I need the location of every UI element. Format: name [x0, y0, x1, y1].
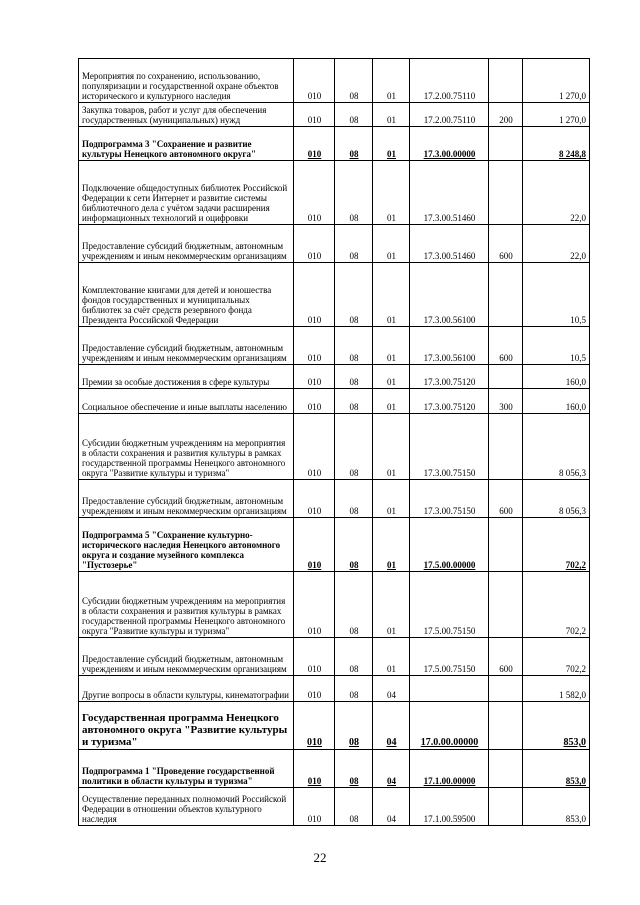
- row-gr: 010: [294, 389, 335, 414]
- row-pr: 01: [373, 572, 410, 638]
- row-vr: 600: [489, 327, 523, 365]
- row-gr: 010: [294, 572, 335, 638]
- row-csr: 17.3.00.51460: [410, 225, 489, 263]
- row-vr: [489, 518, 523, 572]
- row-vr: [489, 59, 523, 103]
- table-row: [79, 638, 590, 676]
- row-rz: 08: [335, 788, 373, 826]
- row-csr: 17.2.00.75110: [410, 103, 489, 127]
- table-row: [79, 161, 590, 225]
- row-vr: [489, 750, 523, 788]
- row-gr: 010: [294, 365, 335, 389]
- table-row: [79, 225, 590, 263]
- row-pr: 01: [373, 414, 410, 480]
- row-csr: 17.0.00.00000: [410, 702, 489, 750]
- row-csr: 17.3.00.75120: [410, 389, 489, 414]
- row-rz: 08: [335, 702, 373, 750]
- row-name: Государственная программа Ненецкого автономного округа "Развитие культуры и туризма": [79, 702, 294, 750]
- table-row: [79, 103, 590, 127]
- row-sum: 702,2: [523, 638, 590, 676]
- row-sum: 853,0: [523, 750, 590, 788]
- row-name: Предоставление субсидий бюджетным, автономным учреждениям и иным некоммерческим организациям: [79, 327, 294, 365]
- row-pr: 01: [373, 59, 410, 103]
- table-row: [79, 518, 590, 572]
- row-csr: [410, 676, 489, 702]
- row-sum: 702,2: [523, 572, 590, 638]
- row-sum: 1 582,0: [523, 676, 590, 702]
- table-row: [79, 572, 590, 638]
- row-vr: 600: [489, 638, 523, 676]
- row-rz: 08: [335, 518, 373, 572]
- row-pr: 04: [373, 702, 410, 750]
- row-csr: 17.3.00.56100: [410, 263, 489, 327]
- row-csr: 17.5.00.75150: [410, 638, 489, 676]
- row-vr: [489, 702, 523, 750]
- row-gr: 010: [294, 750, 335, 788]
- row-gr: 010: [294, 127, 335, 161]
- row-rz: 08: [335, 638, 373, 676]
- row-sum: 1 270,0: [523, 103, 590, 127]
- row-pr: 01: [373, 161, 410, 225]
- row-csr: 17.3.00.51460: [410, 161, 489, 225]
- row-vr: [489, 676, 523, 702]
- row-vr: [489, 572, 523, 638]
- row-gr: 010: [294, 263, 335, 327]
- row-rz: 08: [335, 127, 373, 161]
- row-sum: 10,5: [523, 327, 590, 365]
- row-gr: 010: [294, 676, 335, 702]
- row-sum: 160,0: [523, 389, 590, 414]
- row-csr: 17.2.00.75110: [410, 59, 489, 103]
- row-csr: 17.3.00.75120: [410, 365, 489, 389]
- row-csr: 17.5.00.75150: [410, 572, 489, 638]
- row-vr: [489, 263, 523, 327]
- row-gr: 010: [294, 161, 335, 225]
- row-name: Субсидии бюджетным учреждениям на мероприятия в области сохранения и развития культуры в рамках государственной программы Ненецкого автономного округа "Развитие культуры и туризма": [79, 572, 294, 638]
- row-pr: 01: [373, 327, 410, 365]
- row-gr: 010: [294, 638, 335, 676]
- row-name: Подпрограмма 1 "Проведение государственной политики в области культуры и туризма": [79, 750, 294, 788]
- table-row: [79, 365, 590, 389]
- row-sum: 22,0: [523, 161, 590, 225]
- row-rz: 08: [335, 750, 373, 788]
- row-name: Мероприятия по сохранению, использованию, популяризации и государственной охране объектов исторического и культурного наследия: [79, 59, 294, 103]
- row-gr: 010: [294, 702, 335, 750]
- row-rz: 08: [335, 365, 373, 389]
- row-csr: 17.5.00.00000: [410, 518, 489, 572]
- row-pr: 01: [373, 103, 410, 127]
- row-pr: 01: [373, 127, 410, 161]
- row-vr: [489, 365, 523, 389]
- row-sum: 22,0: [523, 225, 590, 263]
- row-sum: 8 248,8: [523, 127, 590, 161]
- table-row: [79, 480, 590, 518]
- row-name: Комплектование книгами для детей и юношества фондов государственных и муниципальных библиотек за счёт средств резервного фонда Президента Российской Федерации: [79, 263, 294, 327]
- row-pr: 01: [373, 365, 410, 389]
- row-name: Субсидии бюджетным учреждениям на мероприятия в области сохранения и развития культуры в рамках государственной программы Ненецкого автономного округа "Развитие культуры и туризма": [79, 414, 294, 480]
- table-row: [79, 59, 590, 103]
- row-sum: 1 270,0: [523, 59, 590, 103]
- row-csr: 17.1.00.59500: [410, 788, 489, 826]
- row-vr: [489, 161, 523, 225]
- row-vr: 200: [489, 103, 523, 127]
- row-pr: 01: [373, 389, 410, 414]
- table-row: [79, 702, 590, 750]
- table-row: [79, 127, 590, 161]
- row-pr: 01: [373, 480, 410, 518]
- row-name: Социальное обеспечение и иные выплаты населению: [79, 389, 294, 414]
- row-name: Премии за особые достижения в сфере культуры: [79, 365, 294, 389]
- table-row: [79, 327, 590, 365]
- row-csr: 17.3.00.75150: [410, 480, 489, 518]
- row-gr: 010: [294, 327, 335, 365]
- row-vr: 300: [489, 389, 523, 414]
- row-name: Предоставление субсидий бюджетным, автономным учреждениям и иным некоммерческим организациям: [79, 480, 294, 518]
- row-name: Предоставление субсидий бюджетным, автономным учреждениям и иным некоммерческим организациям: [79, 638, 294, 676]
- row-pr: 04: [373, 750, 410, 788]
- row-vr: [489, 788, 523, 826]
- row-sum: 702,2: [523, 518, 590, 572]
- row-vr: [489, 127, 523, 161]
- row-rz: 08: [335, 676, 373, 702]
- row-rz: 08: [335, 59, 373, 103]
- row-name: Осуществление переданных полномочий Российской Федерации в отношении объектов культурного наследия: [79, 788, 294, 826]
- table-row: [79, 414, 590, 480]
- row-gr: 010: [294, 480, 335, 518]
- row-rz: 08: [335, 103, 373, 127]
- budget-table: [78, 58, 590, 826]
- row-rz: 08: [335, 161, 373, 225]
- row-rz: 08: [335, 389, 373, 414]
- row-pr: 01: [373, 638, 410, 676]
- table-row: [79, 263, 590, 327]
- row-rz: 08: [335, 263, 373, 327]
- row-vr: 600: [489, 225, 523, 263]
- table-row: [79, 788, 590, 826]
- row-sum: 10,5: [523, 263, 590, 327]
- row-csr: 17.3.00.75150: [410, 414, 489, 480]
- row-gr: 010: [294, 518, 335, 572]
- row-sum: 853,0: [523, 788, 590, 826]
- row-rz: 08: [335, 480, 373, 518]
- row-rz: 08: [335, 572, 373, 638]
- row-name: Подключение общедоступных библиотек Российской Федерации к сети Интернет и развитие системы библиотечного дела с учётом задачи расширения информационных технологий и оцифровки: [79, 161, 294, 225]
- row-name: Подпрограмма 5 "Сохранение культурно-исторического наследия Ненецкого автономного округа и создание музейного комплекса "Пустозерье": [79, 518, 294, 572]
- row-rz: 08: [335, 225, 373, 263]
- row-rz: 08: [335, 414, 373, 480]
- row-sum: 8 056,3: [523, 414, 590, 480]
- row-csr: 17.3.00.00000: [410, 127, 489, 161]
- row-gr: 010: [294, 225, 335, 263]
- row-csr: 17.3.00.56100: [410, 327, 489, 365]
- row-gr: 010: [294, 788, 335, 826]
- row-name: Предоставление субсидий бюджетным, автономным учреждениям и иным некоммерческим организациям: [79, 225, 294, 263]
- row-vr: [489, 414, 523, 480]
- row-rz: 08: [335, 327, 373, 365]
- row-name: Закупка товаров, работ и услуг для обеспечения государственных (муниципальных) нужд: [79, 103, 294, 127]
- row-name: Подпрограмма 3 "Сохранение и развитие культуры Ненецкого автономного округа": [79, 127, 294, 161]
- row-name: Другие вопросы в области культуры, кинематографии: [79, 676, 294, 702]
- row-gr: 010: [294, 59, 335, 103]
- page-number: 22: [313, 850, 327, 865]
- row-gr: 010: [294, 414, 335, 480]
- row-gr: 010: [294, 103, 335, 127]
- row-sum: 8 056,3: [523, 480, 590, 518]
- row-pr: 04: [373, 676, 410, 702]
- table-row: [79, 676, 590, 702]
- table-row: [79, 750, 590, 788]
- table-row: [79, 389, 590, 414]
- row-pr: 04: [373, 788, 410, 826]
- row-pr: 01: [373, 263, 410, 327]
- row-csr: 17.1.00.00000: [410, 750, 489, 788]
- row-sum: 853,0: [523, 702, 590, 750]
- row-sum: 160,0: [523, 365, 590, 389]
- row-vr: 600: [489, 480, 523, 518]
- row-pr: 01: [373, 518, 410, 572]
- row-pr: 01: [373, 225, 410, 263]
